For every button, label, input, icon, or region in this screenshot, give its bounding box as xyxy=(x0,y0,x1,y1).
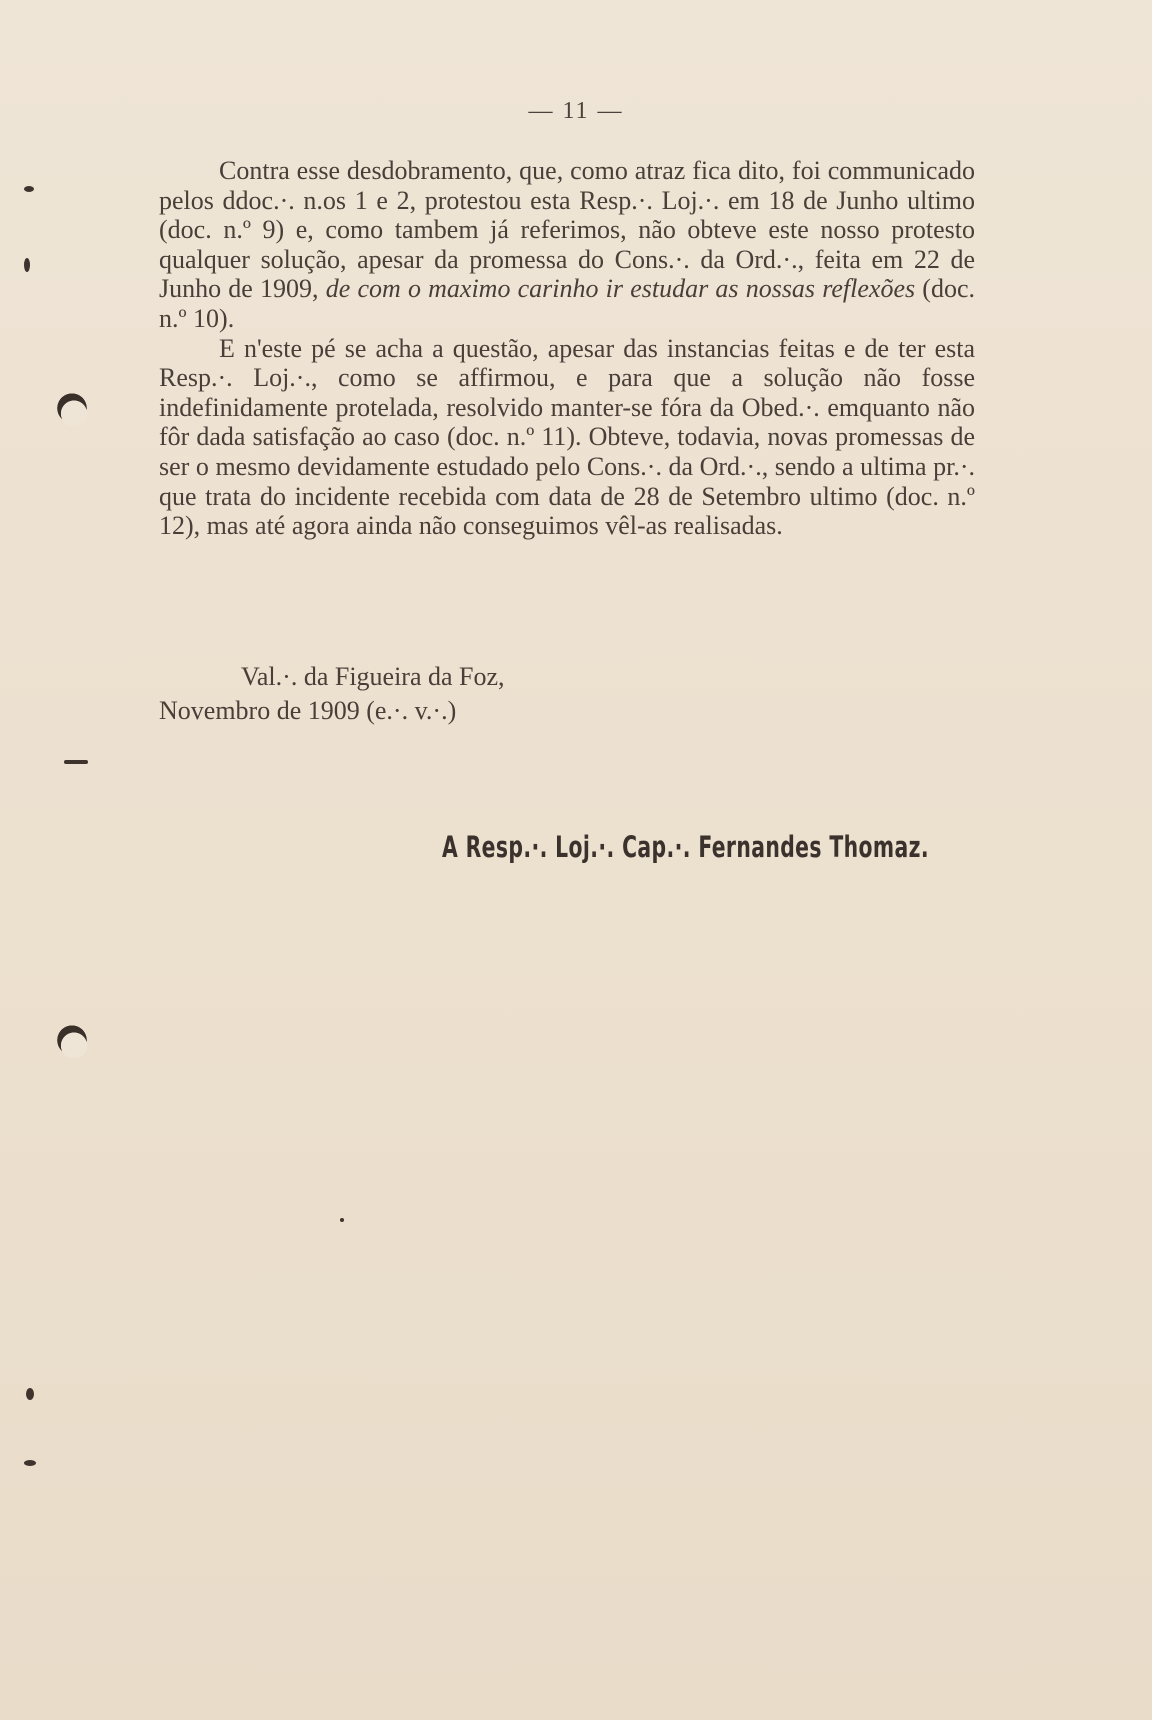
punch-hole-upper xyxy=(52,392,92,428)
paper-speck xyxy=(24,186,34,192)
paragraph-1-text-end: (doc. n.º 10). xyxy=(159,274,976,333)
closing-date: Novembro de 1909 (e.·. v.·.) xyxy=(159,696,457,725)
paragraph-1-text-start: Contra esse desdobramento, que, como atraz fica dito, foi communicado pelos ddoc.·. n.os 1 e 2, protestou esta Resp.·. Loj.·. em 18 de Junho ultimo (doc. n.º 9) e, como tambem já referimos, não obteve este nosso protesto qualquer solução, apesar da promessa do Cons.·. da Ord.·., feita em 22 de Junho de 1909, xyxy=(159,156,975,304)
paper-speck xyxy=(26,1388,34,1400)
paragraph-2: E n'este pé se acha a questão, apesar das instancias feitas e de ter esta Resp.·. Loj.·., como se affirmou, e para que a solução não fosse indefinidamente protelada, resolvido manter-se fóra da Obed.·. emquanto não fôr dada satisfação ao caso (doc. n.º 11). Obteve, todavia, novas promessas de ser o mesmo devidamente estudado pelo Cons.·. da Ord.·., sendo a ultima pr.·. que trata do incidente recebida com data de 28 de Setembro ultimo (doc. n.º 12), mas até agora ainda não conseguimos vêl-as realisadas. xyxy=(159,333,975,541)
punch-hole-lower xyxy=(52,1024,92,1060)
paper-speck xyxy=(24,1460,36,1466)
paper-speck xyxy=(64,760,88,764)
paper-speck xyxy=(340,1218,344,1222)
page-number: — 11 — xyxy=(528,98,624,124)
paper-speck xyxy=(24,258,30,272)
paragraph-1-italic-quote: de com o maximo carinho ir estudar as nossas reflexões xyxy=(325,274,916,304)
closing-block xyxy=(159,660,505,728)
paragraph-1 xyxy=(159,156,975,334)
body-text xyxy=(159,156,975,541)
closing-place: Val.·. da Figueira da Foz, xyxy=(241,662,505,691)
signature: A Resp.·. Loj.·. Cap.·. Fernandes Thomaz. xyxy=(442,830,929,864)
